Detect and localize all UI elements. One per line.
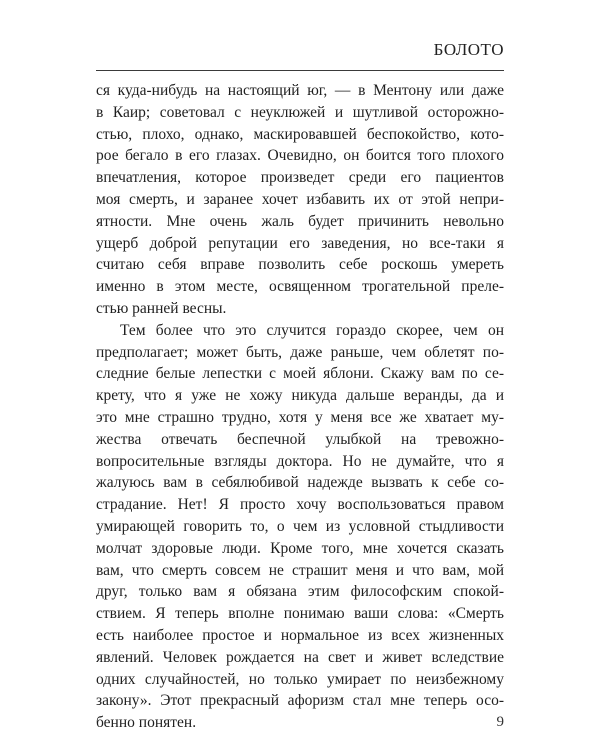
text-line: ствием. Я теперь вполне понимаю ваши слова: «Смерть — [96, 605, 504, 623]
text-line: считаю себя вправе позволить себе роскошь умереть — [96, 256, 504, 274]
page-number: 9 — [496, 714, 504, 730]
text-line: явлений. Человек рождается на свет и живет вследствие — [96, 648, 504, 666]
text-line: ущерб доброй репутации его заведения, но все-таки я — [96, 234, 504, 252]
text-line: молчат здоровые люди. Кроме того, мне хочется сказать — [96, 539, 504, 557]
text-line: ся куда-нибудь на настоящий юг, — в Ментону или даже — [96, 82, 504, 99]
text-line: следние белые лепестки с моей яблони. Скажу вам по се- — [96, 365, 504, 383]
text-line: одних случайностей, но только умирает по неизбежному — [96, 670, 504, 688]
text-line: вопросительные взгляды доктора. Но не думайте, что я — [96, 452, 504, 470]
paragraph — [96, 320, 504, 734]
text-line: крету, что я уже не хожу никуда дальше веранды, да и — [96, 387, 504, 405]
text-line: рое бегало в его глазах. Очевидно, он боится того плохого — [96, 147, 504, 165]
running-head-title: БОЛОТО — [433, 40, 504, 59]
text-line: стью ранней весны. — [96, 299, 227, 317]
text-line: ятности. Мне очень жаль будет причинить невольно — [96, 212, 504, 230]
body-text — [96, 80, 504, 734]
text-line: закону». Этот прекрасный афоризм стал мне теперь осо- — [96, 692, 504, 710]
text-line: умирающей говорить то, о чем из условной стыдливости — [96, 517, 504, 535]
text-line: вам, что смерть совсем не страшит меня и что вам, мой — [96, 561, 504, 579]
text-line: предполагает; может быть, даже раньше, чем облетят по- — [96, 343, 504, 361]
text-line: именно в этом месте, освященном трогательной преле- — [96, 278, 504, 296]
text-line: есть наиболее простое и нормальное из всех жизненных — [96, 626, 504, 644]
paragraph — [96, 80, 504, 320]
text-line: Тем более что это случится гораздо скорее, чем он — [120, 321, 504, 339]
text-line: бенно понятен. — [96, 714, 197, 732]
text-line: страдание. Нет! Я просто хочу воспользоваться правом — [96, 496, 504, 514]
text-line: жества отвечать беспечной улыбкой на тревожно- — [96, 430, 504, 448]
text-line: в Каир; советовал с неуклюжей и шутливой осторожно- — [96, 103, 504, 121]
text-line: жалуюсь вам в себялюбивой надежде вызвать к себе со- — [96, 474, 504, 492]
header-rule — [96, 70, 504, 71]
text-line: моя смерть, и заранее хочет избавить их от этой непри- — [96, 190, 504, 208]
text-line: это мне страшно трудно, хотя у меня все же хватает му- — [96, 408, 504, 426]
text-line: стью, плохо, однако, маскировавшей беспокойство, кото- — [96, 125, 504, 143]
text-line: друг, только вам я обязана этим философским спокой- — [96, 583, 504, 601]
text-line: впечатления, которое произведет среди его пациентов — [96, 169, 504, 187]
